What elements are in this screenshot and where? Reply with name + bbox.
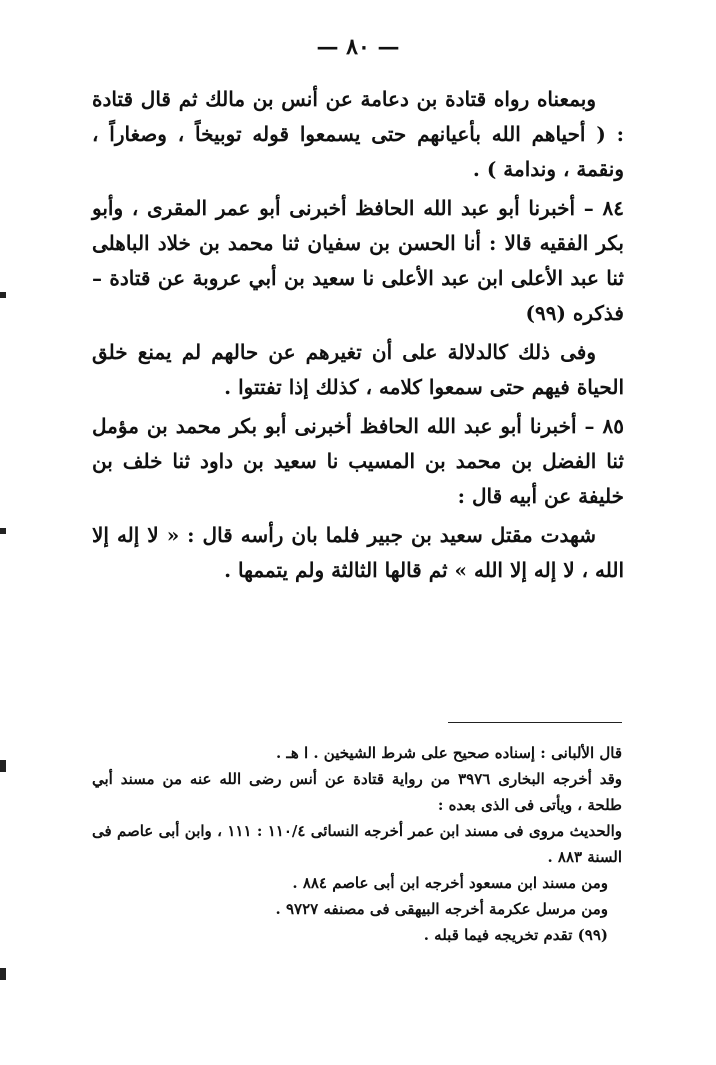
footnote-albani: قال الألبانى : إسناده صحيح على شرط الشيخين . ا هـ . bbox=[275, 744, 622, 762]
scan-edge-mark bbox=[0, 292, 6, 298]
paragraph-qatada-narration: وبمعناه رواه قتادة بن دعامة عن أنس بن مالك ثم قال قتادة : ( أحياهم الله بأعيانهم حتى يسمعوا قوله توبيخاً ، وصغاراً ، ونقمة ، وندامة ) . bbox=[92, 87, 624, 181]
footnote-ibn-masud: ومن مسند ابن مسعود أخرجه ابن أبى عاصم ٨٨٤ . bbox=[292, 874, 608, 892]
footnote-bukhari: وقد أخرجه البخارى ٣٩٧٦ من رواية قتادة عن أنس رضى الله عنه من مسند أبي طلحة ، ويأتى فى الذى بعده : bbox=[92, 770, 622, 814]
hadith-85: ٨٥ – أخبرنا أبو عبد الله الحافظ أخبرنى أبو بكر محمد بن مؤمل ثنا الفضل بن محمد بن المسيب نا سعيد بن داود ثنا خلف بن خليفة عن أبيه قال : bbox=[92, 414, 624, 508]
paragraph-said-ibn-jubayr: شهدت مقتل سعيد بن جبير فلما بان رأسه قال : « لا إله إلا الله ، لا إله إلا الله » ثم قالها الثالثة ولم يتممها . bbox=[92, 523, 624, 582]
page-number: — ٨٠ — bbox=[316, 34, 400, 60]
scan-edge-mark bbox=[0, 528, 6, 534]
main-text bbox=[92, 82, 624, 592]
footnote-ikrima: ومن مرسل عكرمة أخرجه البيهقى فى مصنفه ٩٧٢٧ . bbox=[275, 900, 608, 918]
footnote-ibn-umar: والحديث مروى فى مسند ابن عمر أخرجه النسائى ١١٠/٤ : ١١١ ، وابن أبى عاصم فى السنة ٨٨٣ . bbox=[92, 822, 623, 866]
scan-edge-mark bbox=[0, 760, 6, 772]
footnote-divider bbox=[448, 722, 622, 723]
scan-edge-mark bbox=[0, 968, 6, 980]
paragraph-commentary: وفى ذلك كالدلالة على أن تغيرهم عن حالهم لم يمنع خلق الحياة فيهم حتى سمعوا كلامه ، كذلك إذا تفتتوا . bbox=[92, 340, 624, 399]
footnote-99: (٩٩) تقدم تخريجه فيما قبله . bbox=[423, 926, 608, 944]
hadith-84: ٨٤ – أخبرنا أبو عبد الله الحافظ أخبرنى أبو عمر المقرى ، وأبو بكر الفقيه قالا : أنا الحسن بن سفيان ثنا محمد بن خلاد الباهلى ثنا عبد الأعلى ابن عبد الأعلى نا سعيد بن أبي عروبة عن قتادة – فذكره (٩٩) bbox=[92, 196, 624, 325]
footnotes bbox=[92, 740, 622, 948]
